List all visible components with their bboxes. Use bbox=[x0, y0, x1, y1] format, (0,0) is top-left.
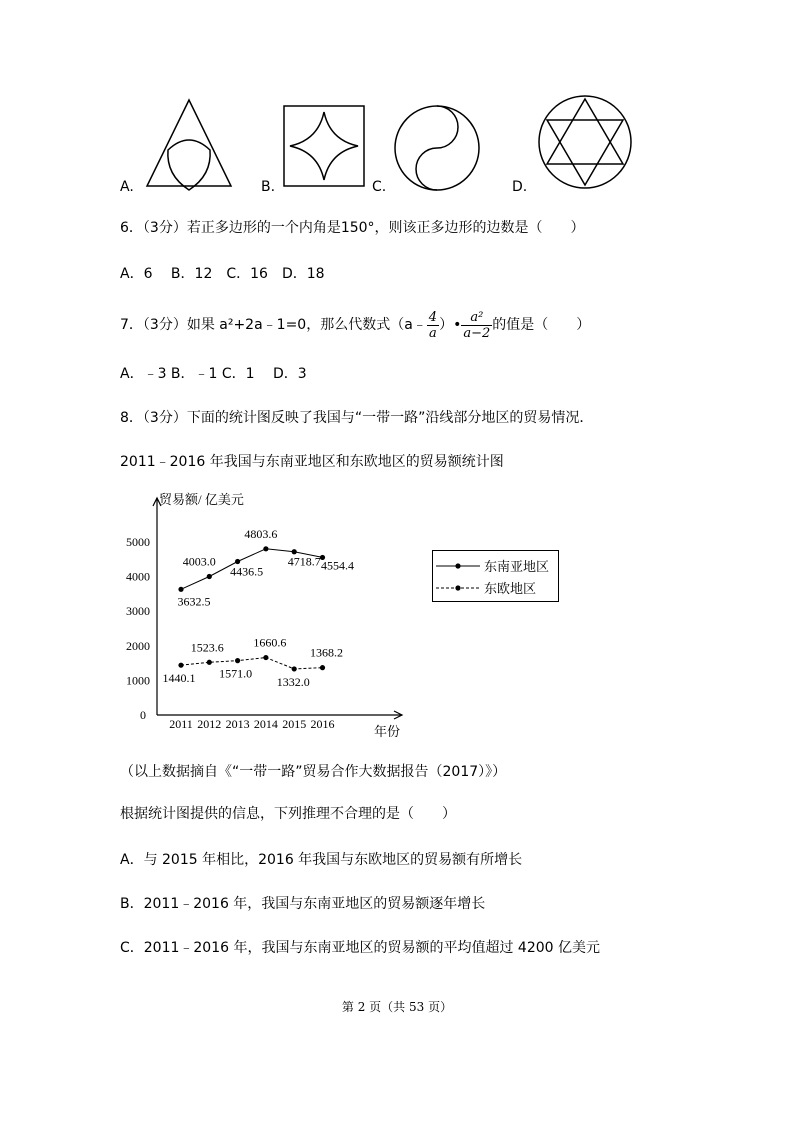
q7-dot: • bbox=[453, 317, 462, 333]
data-point bbox=[235, 559, 240, 564]
q5-option-a-label: A. bbox=[120, 179, 134, 195]
q7-frac2-num: a² bbox=[470, 309, 484, 325]
trade-line-chart bbox=[120, 484, 420, 744]
q8-option-b: B．2011﹣2016 年，我国与东南亚地区的贸易额逐年增长 bbox=[120, 896, 486, 912]
data-point bbox=[263, 655, 268, 660]
q6-options: A．6 B．12 C．16 D．18 bbox=[120, 266, 325, 282]
q8-stem: 8．（3分）下面的统计图反映了我国与“一带一路”沿线部分地区的贸易情况． bbox=[120, 410, 594, 426]
data-point bbox=[292, 666, 297, 671]
data-point bbox=[235, 658, 240, 663]
data-label: 1523.6 bbox=[190, 640, 224, 655]
q7-options: A．﹣3 B．﹣1 C．1 D．3 bbox=[120, 366, 307, 382]
q7-fraction-a2-over-a-2 bbox=[461, 310, 492, 341]
q7-stem-post: 的值是（ ） bbox=[492, 317, 591, 333]
q7-frac1-num: 4 bbox=[428, 309, 438, 325]
data-source-note: （以上数据摘自《“一带一路”贸易合作大数据报告（2017）》） bbox=[120, 764, 507, 780]
q8-question: 根据统计图提供的信息，下列推理不合理的是（ ） bbox=[120, 806, 456, 822]
figure-a-triangle bbox=[147, 100, 231, 190]
data-label: 1368.2 bbox=[310, 645, 343, 660]
data-point bbox=[320, 665, 325, 670]
y-tick-label: 2000 bbox=[126, 638, 150, 653]
legend-label-east-europe: 东欧地区 bbox=[484, 582, 537, 597]
figure-c-circle-s-curve bbox=[395, 106, 479, 190]
x-tick-label: 2016 bbox=[310, 717, 335, 731]
y-tick-label: 4000 bbox=[126, 569, 150, 584]
x-tick-label: 2013 bbox=[225, 717, 250, 731]
q7-fraction-4-over-a bbox=[427, 310, 439, 341]
data-label: 4003.0 bbox=[182, 554, 216, 569]
q8-option-a: A．与 2015 年相比，2016 年我国与东欧地区的贸易额有所增长 bbox=[120, 852, 523, 868]
x-tick-label: 2015 bbox=[282, 717, 307, 731]
data-label: 1440.1 bbox=[162, 671, 196, 686]
q7-paren-close: ） bbox=[439, 317, 454, 333]
data-label: 4554.4 bbox=[321, 558, 354, 573]
data-point bbox=[292, 549, 297, 554]
data-label: 3632.5 bbox=[177, 594, 211, 609]
q5-option-b-label: B. bbox=[261, 179, 276, 195]
q5-option-d-label: D. bbox=[512, 179, 528, 195]
x-tick-label: 2012 bbox=[197, 717, 222, 731]
x-tick-label: 2011 bbox=[169, 717, 193, 731]
data-label: 1571.0 bbox=[219, 666, 253, 681]
chart-caption: 2011﹣2016 年我国与东南亚地区和东欧地区的贸易额统计图 bbox=[120, 454, 504, 470]
chart-legend bbox=[432, 550, 562, 606]
page-footer: 第 2 页（共 53 页） bbox=[341, 1000, 453, 1014]
q7-stem bbox=[120, 306, 590, 344]
data-point bbox=[178, 663, 183, 668]
origin-label: 0 bbox=[140, 708, 146, 722]
figure-b-square-star bbox=[284, 106, 364, 186]
q8-option-c: C．2011﹣2016 年，我国与东南亚地区的贸易额的平均值超过 4200 亿美元 bbox=[120, 940, 601, 956]
data-label: 1332.0 bbox=[276, 674, 310, 689]
legend-label-southeast-asia: 东南亚地区 bbox=[484, 560, 550, 575]
data-point bbox=[178, 587, 183, 592]
y-tick-label: 1000 bbox=[126, 673, 150, 688]
legend-marker-east-europe bbox=[455, 585, 460, 590]
data-label: 4803.6 bbox=[244, 526, 278, 541]
y-tick-label: 5000 bbox=[126, 535, 150, 549]
q7-frac2-den: a−2 bbox=[463, 325, 491, 341]
y-tick-label: 3000 bbox=[126, 604, 150, 619]
figure-d-hexagram-circle bbox=[539, 96, 631, 188]
q7-frac1-den: a bbox=[427, 325, 439, 341]
q6-stem: 6．（3分）若正多边形的一个内角是150°，则该正多边形的边数是（ ） bbox=[120, 220, 585, 236]
data-label: 4436.5 bbox=[230, 564, 264, 579]
data-point bbox=[207, 660, 212, 665]
legend-marker-southeast-asia bbox=[455, 563, 460, 568]
data-point bbox=[207, 574, 212, 579]
x-tick-label: 2014 bbox=[253, 717, 278, 731]
data-point bbox=[263, 546, 268, 551]
x-axis-title: 年份 bbox=[374, 724, 401, 739]
data-label: 4718.7 bbox=[287, 554, 321, 569]
data-label: 1660.6 bbox=[253, 635, 287, 650]
q5-option-c-label: C. bbox=[372, 179, 387, 195]
q7-stem-pre: 7．（3分）如果 a²+2a﹣1=0，那么代数式（a﹣ bbox=[120, 317, 427, 333]
y-axis-title: 贸易额/ 亿美元 bbox=[159, 492, 244, 507]
